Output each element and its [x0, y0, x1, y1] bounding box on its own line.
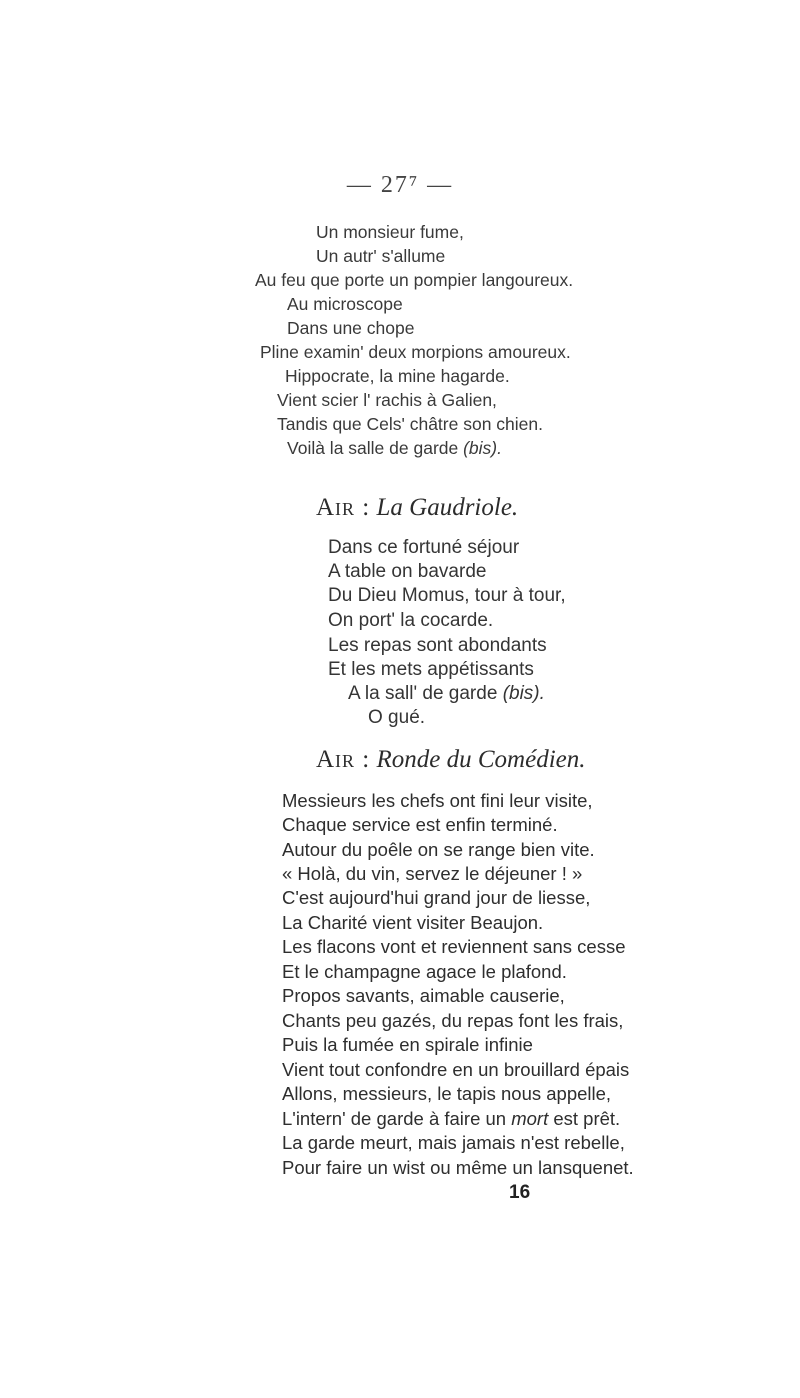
verse-line: Les repas sont abondants — [328, 635, 547, 656]
verse-line — [282, 1110, 620, 1129]
verse-line: Messieurs les chefs ont fini leur visite, — [282, 790, 593, 811]
verse-line: Autour du poêle on se range bien vite. — [282, 839, 595, 860]
verse-line: A table on bavarde — [328, 561, 487, 582]
verse-line: C'est aujourd'hui grand jour de liesse, — [282, 887, 591, 908]
verse-line: Au feu que porte un pompier langoureux. — [255, 270, 574, 290]
page-number: — 27⁷ — — [346, 172, 454, 198]
verse-line: O gué. — [368, 707, 426, 728]
verse-line: « Holà, du vin, servez le déjeuner ! » — [282, 863, 583, 884]
verse-line: Dans ce fortuné séjour — [328, 537, 520, 558]
verse-line: Vient tout confondre en un brouillard épais — [282, 1059, 630, 1080]
verse-line: Chaque service est enfin terminé. — [282, 814, 558, 835]
verse-text: est prêt. — [553, 1108, 621, 1129]
signature-mark: 16 — [509, 1182, 531, 1203]
verse-line: Propos savants, aimable causerie, — [282, 985, 565, 1006]
verse-line: Tandis que Cels' châtre son chien. — [277, 414, 543, 434]
air-label: Air : — [316, 494, 371, 521]
verse-line: Allons, messieurs, le tapis nous appelle, — [282, 1083, 612, 1104]
air-title: La Gaudriole. — [376, 494, 519, 521]
verse-line: Pour faire un wist ou même un lansquenet. — [282, 1157, 634, 1178]
verse-line: Et le champagne agace le plafond. — [282, 961, 567, 982]
verse-line: Les flacons vont et reviennent sans cesse — [282, 936, 626, 957]
verse-line: On port' la cocarde. — [328, 610, 494, 631]
verse-line: Un autr' s'allume — [316, 246, 446, 266]
verse-line — [287, 440, 502, 464]
verse-line: Vient scier l' rachis à Galien, — [277, 390, 497, 410]
verse-text: A la sall' de garde — [348, 683, 498, 704]
verse-line: Hippocrate, la mine hagarde. — [285, 366, 510, 386]
air-label: Air : — [316, 746, 371, 773]
bis-marker: (bis). — [502, 683, 545, 704]
emphasis-word: mort — [511, 1108, 549, 1129]
verse-line: Puis la fumée en spirale infinie — [282, 1034, 533, 1055]
verse-line: Chants peu gazés, du repas font les frais, — [282, 1010, 624, 1031]
verse-line: La garde meurt, mais jamais n'est rebelle, — [282, 1132, 625, 1153]
verse-line: La Charité vient visiter Beaujon. — [282, 912, 544, 933]
verse-line — [348, 684, 545, 703]
air-title: Ronde du Comédien. — [376, 746, 586, 773]
verse-line: Au microscope — [287, 294, 403, 314]
verse-line: Et les mets appétissants — [328, 659, 534, 680]
bis-marker: (bis). — [463, 438, 502, 458]
air-heading-ronde — [316, 746, 585, 774]
air-heading-gaudriole — [316, 494, 518, 522]
verse-line: Pline examin' deux morpions amoureux. — [260, 342, 571, 362]
verse-line: Du Dieu Momus, tour à tour, — [328, 585, 566, 606]
verse-text: Voilà la salle de garde — [287, 438, 459, 458]
verse-text: L'intern' de garde à faire un — [282, 1108, 507, 1129]
verse-line: Dans une chope — [287, 318, 415, 338]
verse-line: Un monsieur fume, — [316, 222, 464, 242]
